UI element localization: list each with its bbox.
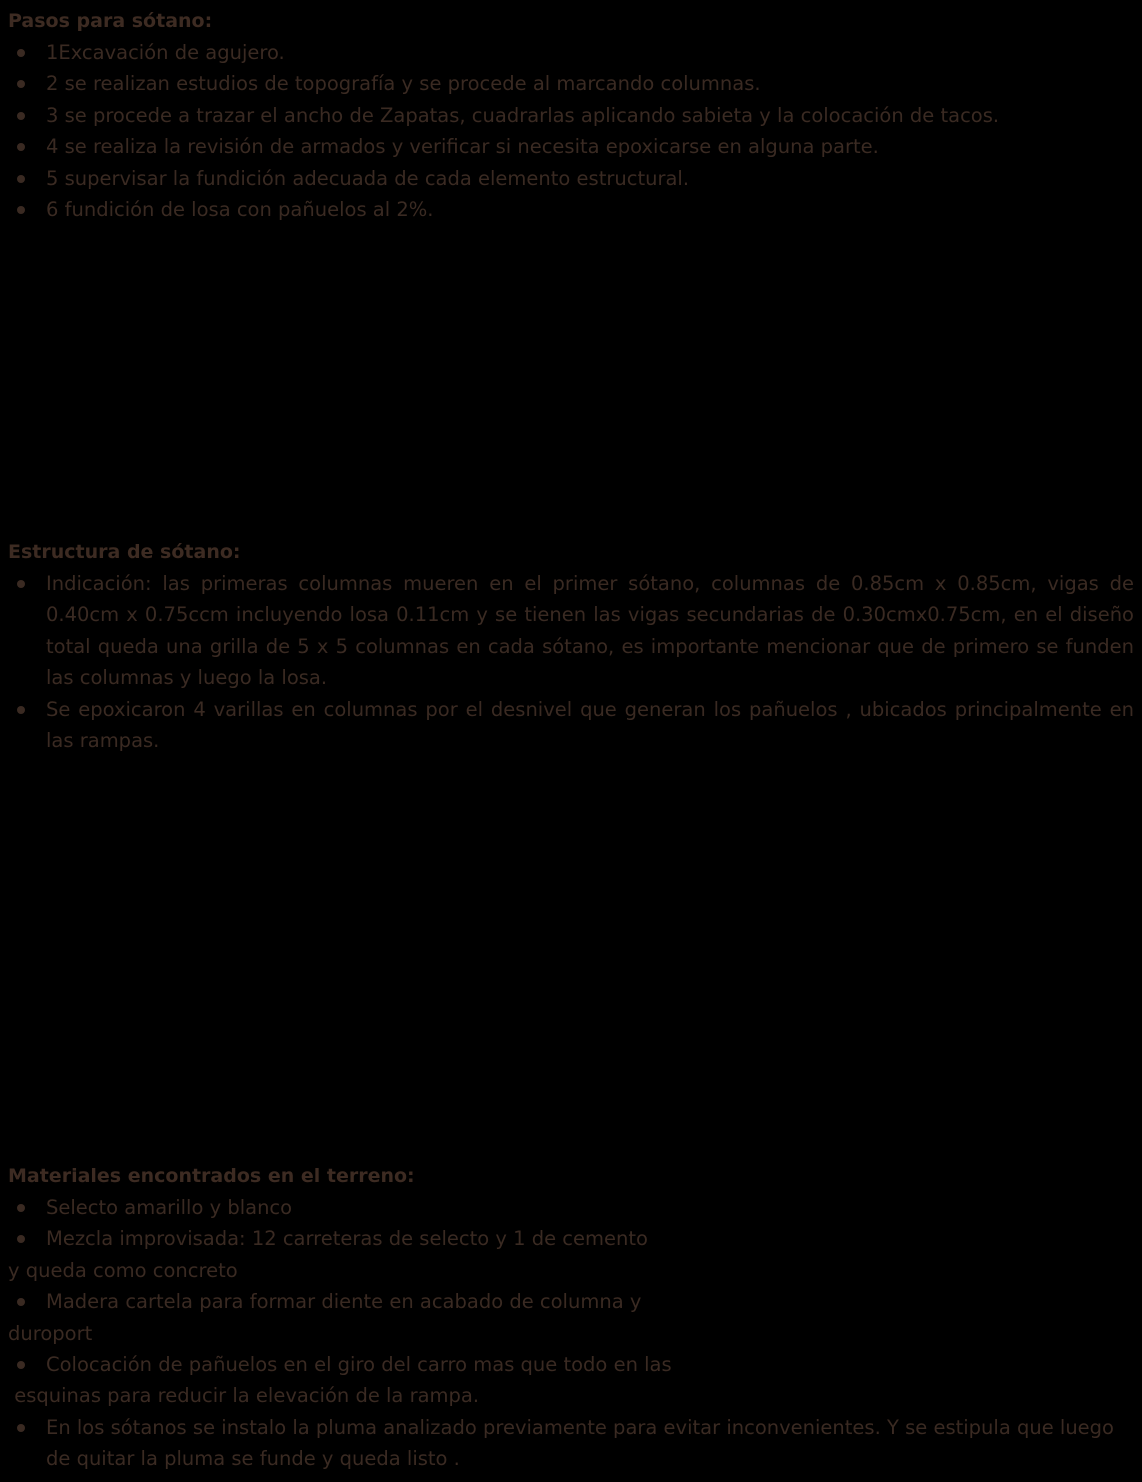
bullet-icon xyxy=(17,1235,25,1243)
pasos-section xyxy=(8,6,1134,225)
list-item-text: Selecto amarillo y blanco xyxy=(46,1196,293,1219)
list-item-text: Se epoxicaron 4 varillas en columnas por el desnivel que generan los pañuelos , ubicados principalmente en las rampas. xyxy=(46,697,1134,753)
bullet-icon xyxy=(17,1424,25,1432)
list-item xyxy=(8,568,1134,694)
bullet-icon xyxy=(17,80,25,88)
estructura-list xyxy=(8,568,1134,756)
list-item xyxy=(8,694,1134,757)
bullet-icon xyxy=(17,112,25,120)
materiales-list xyxy=(8,1349,1134,1380)
materiales-section xyxy=(8,1161,1134,1475)
bullet-icon xyxy=(17,1204,25,1212)
bullet-icon xyxy=(17,49,25,57)
list-item-text: Mezcla improvisada: 12 carreteras de selecto y 1 de cemento xyxy=(46,1227,648,1251)
list-item xyxy=(8,1223,1134,1254)
list-item-text: 1Excavación de agujero. xyxy=(46,41,285,64)
list-item xyxy=(8,37,1134,68)
continuation-text: y queda como concreto xyxy=(8,1258,238,1282)
list-item-text: Indicación: las primeras columnas mueren en el primer sótano, columnas de 0.85cm x 0.85cm, vigas de 0.40cm x 0.75ccm incluyendo losa 0.11cm y se tienen las vigas secundarias de 0.30cmx0.75cm, en el diseño total queda una grilla de 5 x 5 columnas en cada sótano, es importante mencionar que de primero se funden las columnas y luego la losa. xyxy=(46,572,1134,690)
list-item-text: 3 se procede a trazar el ancho de Zapatas, cuadrarlas aplicando sabieta y la colocación de tacos. xyxy=(46,103,1000,127)
continuation-text: duroport xyxy=(8,1321,93,1345)
continuation-text: esquinas para reducir la elevación de la rampa. xyxy=(8,1384,480,1408)
list-item-text: 5 supervisar la fundición adecuada de cada elemento estructural. xyxy=(46,166,690,190)
list-item xyxy=(8,194,1134,225)
list-item xyxy=(8,131,1134,162)
bullet-icon xyxy=(17,206,25,214)
list-item xyxy=(8,1412,1134,1475)
list-item-text: 6 fundición de losa con pañuelos al 2%. xyxy=(46,198,434,222)
bullet-icon xyxy=(17,706,25,714)
estructura-heading: Estructura de sótano: xyxy=(8,541,241,563)
list-item-text: 4 se realiza la revisión de armados y verificar si necesita epoxicarse en alguna parte. xyxy=(46,135,879,159)
list-item xyxy=(8,100,1134,131)
list-item-text: 2 se realizan estudios de topografía y se procede al marcando columnas. xyxy=(46,72,761,96)
list-item xyxy=(8,68,1134,99)
list-item-text: Colocación de pañuelos en el giro del carro mas que todo en las xyxy=(46,1353,672,1377)
bullet-icon xyxy=(17,580,25,588)
list-item xyxy=(8,163,1134,194)
list-item xyxy=(8,1192,1134,1223)
bullet-icon xyxy=(17,1361,25,1369)
pasos-heading: Pasos para sótano: xyxy=(8,10,213,32)
list-item-text: Madera cartela para formar diente en acabado de columna y xyxy=(46,1290,642,1314)
bullet-icon xyxy=(17,175,25,183)
bullet-icon xyxy=(17,1298,25,1306)
bullet-icon xyxy=(17,143,25,151)
list-item xyxy=(8,1349,1134,1380)
materiales-list xyxy=(8,1286,1134,1317)
materiales-list xyxy=(8,1412,1134,1475)
list-item xyxy=(8,1286,1134,1317)
pasos-list xyxy=(8,37,1134,225)
materiales-list xyxy=(8,1192,1134,1255)
materiales-heading: Materiales encontrados en el terreno: xyxy=(8,1165,415,1187)
list-item-text: En los sótanos se instalo la pluma analizado previamente para evitar inconvenientes. Y se estipula que luego de quitar la pluma se funde y queda listo . xyxy=(46,1415,1114,1471)
estructura-section xyxy=(8,537,1134,756)
